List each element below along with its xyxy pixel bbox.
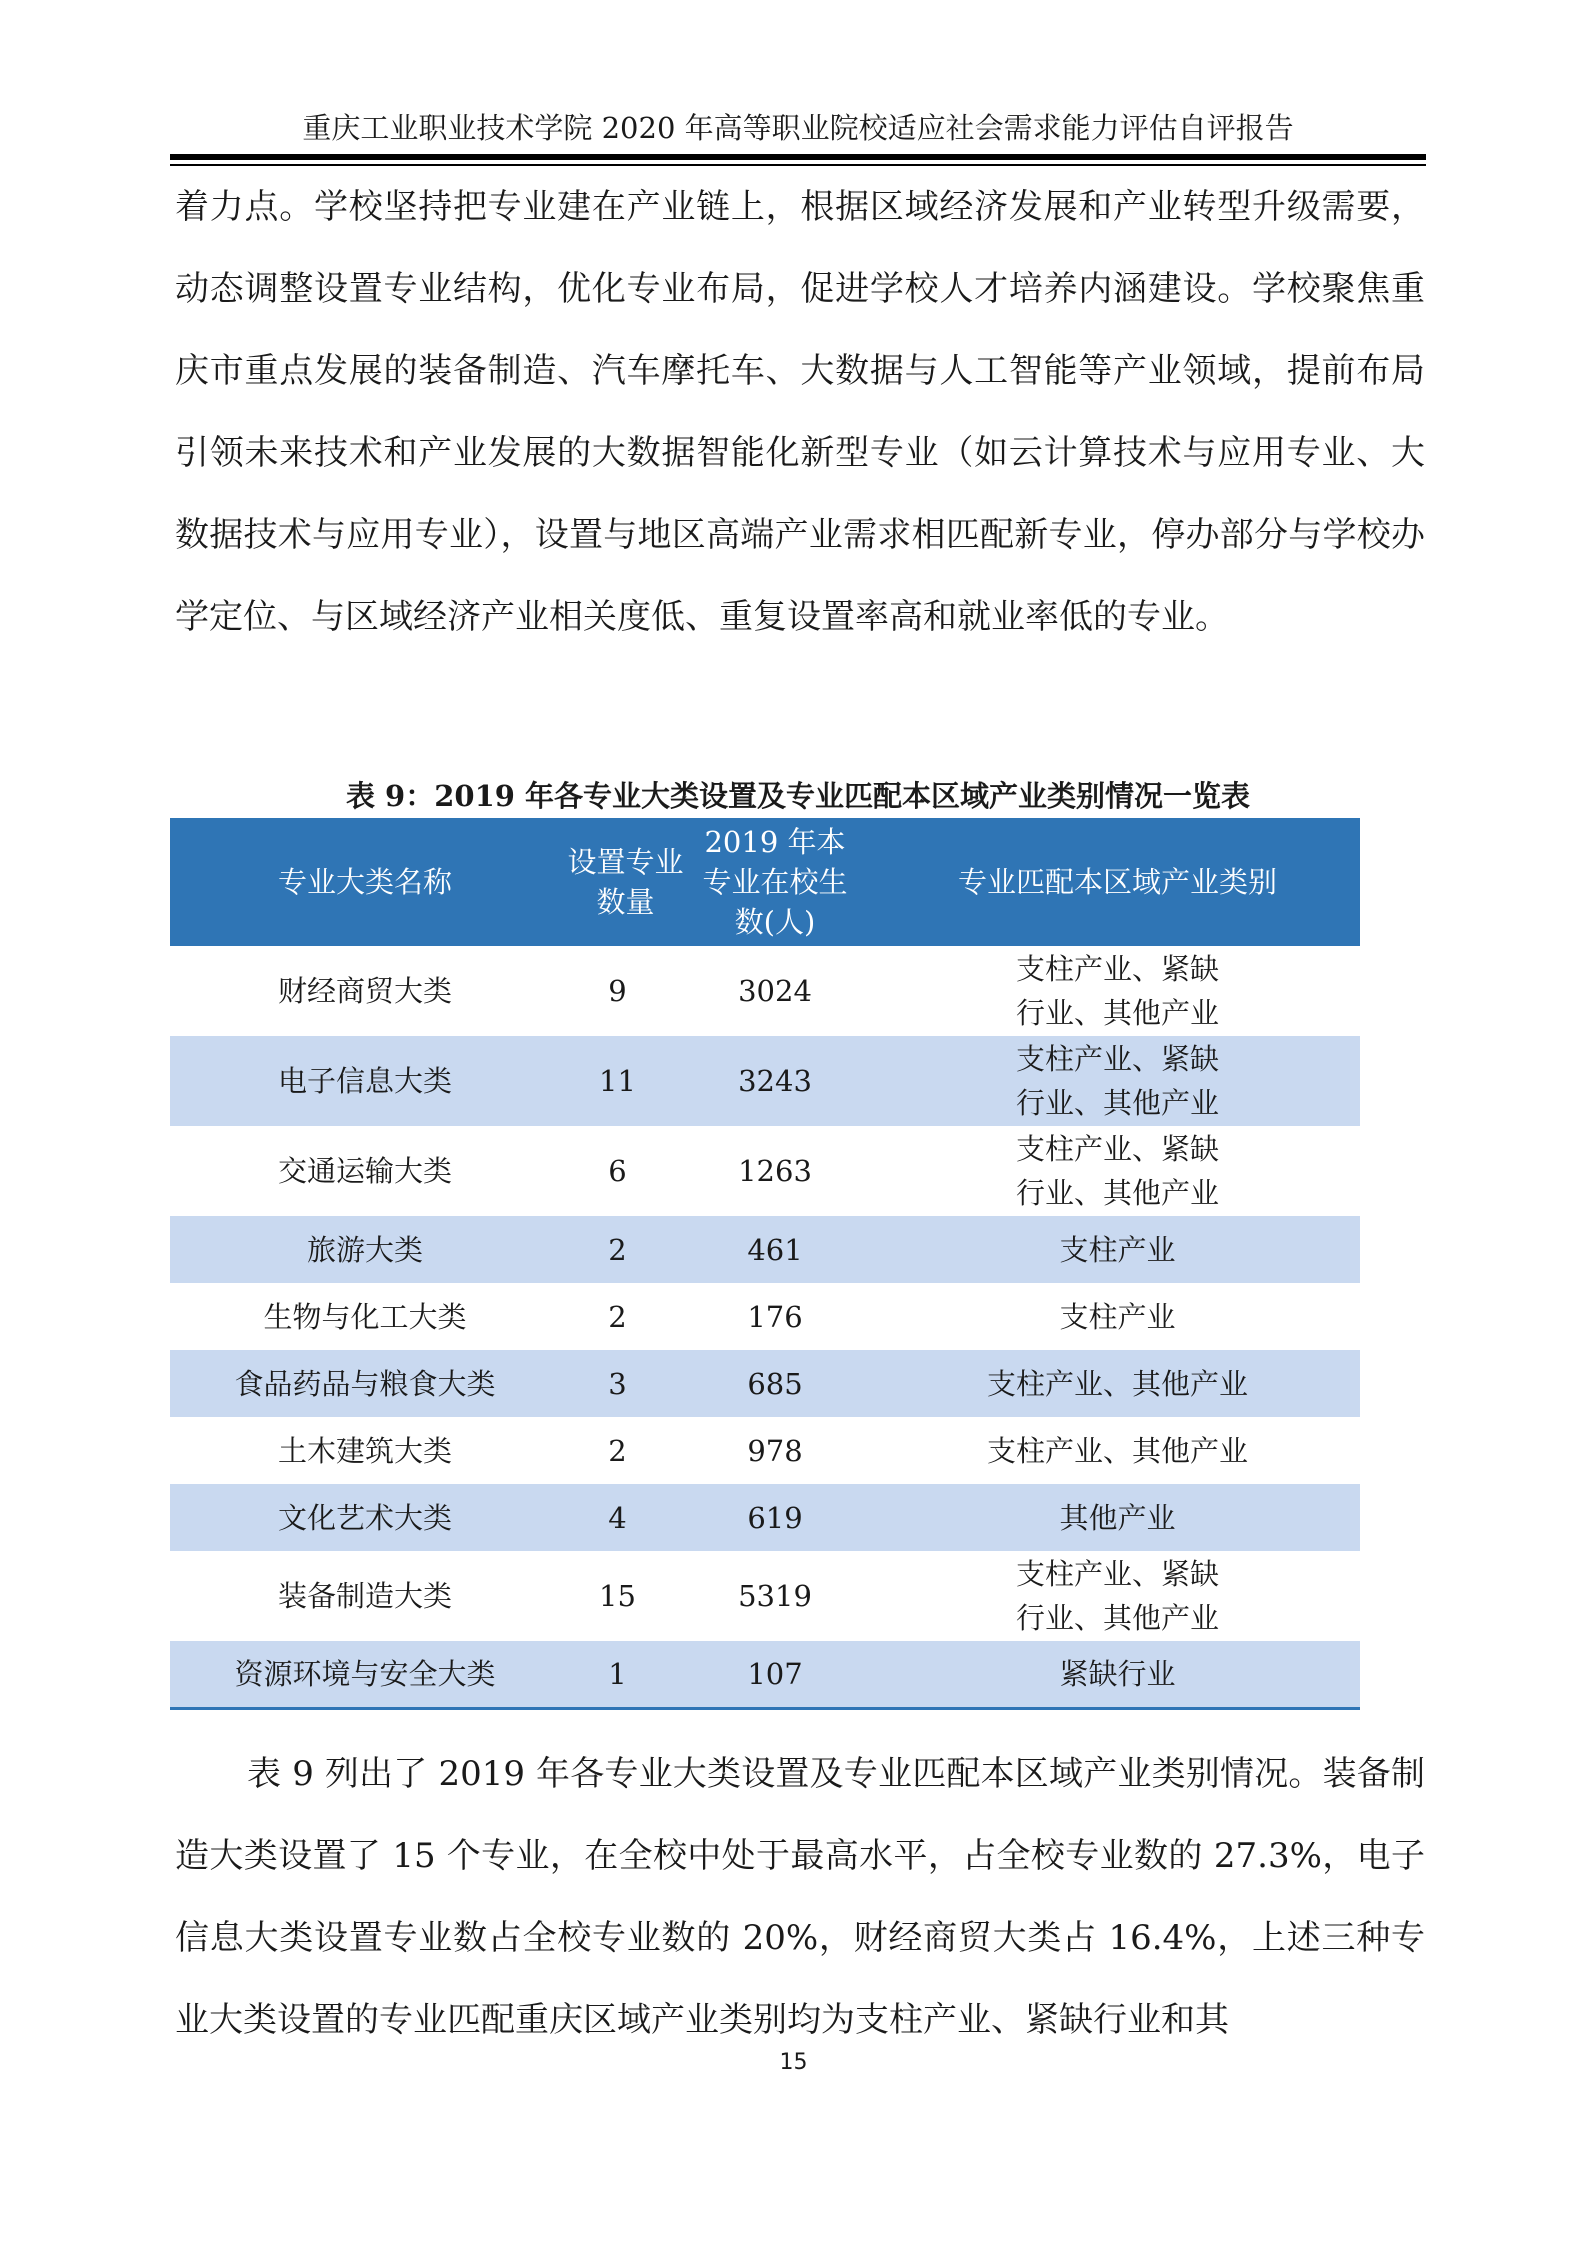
- cell-category: 支柱产业、其他产业: [875, 1350, 1360, 1417]
- table-row: [170, 1484, 1360, 1551]
- running-header: 重庆工业职业技术学院 2020 年高等职业院校适应社会需求能力评估自评报告: [302, 111, 1294, 145]
- cell-students: 107: [675, 1641, 875, 1708]
- cell-major-name: 装备制造大类: [277, 1579, 452, 1613]
- table-row: [170, 1216, 1360, 1283]
- header-students: [675, 818, 875, 946]
- cell-count: 9: [608, 974, 627, 1008]
- table-header-row: [170, 818, 1360, 946]
- cell-students: 3243: [675, 1036, 875, 1126]
- cell-students: 5319: [738, 1579, 812, 1613]
- cell-students: 1263: [738, 1154, 812, 1188]
- header-students-text: 2019 年本专业在校生数(人): [702, 825, 848, 939]
- cell-count: 6: [608, 1154, 627, 1188]
- cell-students: 619: [675, 1484, 875, 1551]
- cell-category: [875, 1126, 1360, 1216]
- table-row: [170, 946, 1360, 1036]
- cell-category-text: 支柱产业、紧缺行业、其他产业: [1015, 1042, 1219, 1120]
- cell-category: 支柱产业: [875, 1216, 1360, 1283]
- cell-category: [875, 1036, 1360, 1126]
- table-row: [170, 1126, 1360, 1216]
- cell-category-text: 支柱产业、紧缺行业、其他产业: [1015, 952, 1219, 1030]
- table-row: [170, 1350, 1360, 1417]
- cell-major-name: 生物与化工大类: [263, 1299, 467, 1334]
- cell-count: 1: [560, 1641, 675, 1708]
- cell-count: 3: [560, 1350, 675, 1417]
- body-paragraph-2: 表 9 列出了 2019 年各专业大类设置及专业匹配本区域产业类别情况。装备制造大类设置了 15 个专业，在全校中处于最高水平，占全校专业数的 27.3%，电子信息大类设置专业数占全校专业数的 20%，财经商贸大类占 16.4%，上述三种专业大类设置的专业匹配重庆区域产业类别均为支柱产业、紧缺行业和其: [175, 1754, 1425, 2040]
- cell-count: 2: [608, 1433, 627, 1468]
- header-rule-thick: [170, 154, 1426, 160]
- table-row: [170, 1417, 1360, 1484]
- table-row: [170, 1283, 1360, 1350]
- cell-count: 2: [608, 1299, 627, 1334]
- cell-category: [875, 1551, 1360, 1641]
- cell-students: 176: [747, 1299, 803, 1334]
- cell-category: 支柱产业、其他产业: [986, 1433, 1248, 1468]
- cell-count: 4: [560, 1484, 675, 1551]
- table-row: [170, 1641, 1360, 1708]
- cell-major-name: 电子信息大类: [170, 1036, 560, 1126]
- page-number: 15: [779, 2050, 808, 2075]
- header-industry-category: 专业匹配本区域产业类别: [875, 818, 1360, 946]
- cell-count: 2: [560, 1216, 675, 1283]
- cell-category: [875, 946, 1360, 1036]
- cell-count: 15: [599, 1579, 636, 1613]
- cell-category-text: 支柱产业、紧缺行业、其他产业: [1015, 1132, 1219, 1210]
- cell-students: 461: [675, 1216, 875, 1283]
- cell-major-name: 文化艺术大类: [170, 1484, 560, 1551]
- cell-category: 其他产业: [875, 1484, 1360, 1551]
- cell-major-name: 资源环境与安全大类: [170, 1641, 560, 1708]
- cell-major-name: 财经商贸大类: [277, 974, 452, 1008]
- cell-count: 11: [560, 1036, 675, 1126]
- cell-students: 978: [747, 1433, 803, 1468]
- body-paragraph-1: 着力点。学校坚持把专业建在产业链上，根据区域经济发展和产业转型升级需要，动态调整设置专业结构，优化专业布局，促进学校人才培养内涵建设。学校聚焦重庆市重点发展的装备制造、汽车摩托车、大数据与人工智能等产业领域，提前布局引领未来技术和产业发展的大数据智能化新型专业（如云计算技术与应用专业、大数据技术与应用专业），设置与地区高端产业需求相匹配新专业，停办部分与学校办学定位、与区域经济产业相关度低、重复设置率高和就业率低的专业。: [175, 187, 1425, 637]
- cell-major-name: 土木建筑大类: [277, 1433, 452, 1468]
- table-caption: 表 9：2019 年各专业大类设置及专业匹配本区域产业类别情况一览表: [345, 779, 1251, 813]
- table-row: [170, 1551, 1360, 1641]
- cell-category: 紧缺行业: [875, 1641, 1360, 1708]
- cell-major-name: 食品药品与粮食大类: [170, 1350, 560, 1417]
- cell-major-name: 交通运输大类: [277, 1154, 452, 1188]
- cell-category-text: 支柱产业、紧缺行业、其他产业: [1015, 1557, 1219, 1635]
- cell-students: 3024: [738, 974, 812, 1008]
- header-major-count: [560, 818, 684, 946]
- cell-students: 685: [675, 1350, 875, 1417]
- table-row: [170, 1036, 1360, 1126]
- header-major-count-text: 设置专业数量: [567, 845, 684, 919]
- header-major-name: 专业大类名称: [170, 818, 560, 946]
- majors-table: [170, 818, 1360, 1710]
- cell-major-name: 旅游大类: [170, 1216, 560, 1283]
- cell-category: 支柱产业: [1059, 1299, 1176, 1334]
